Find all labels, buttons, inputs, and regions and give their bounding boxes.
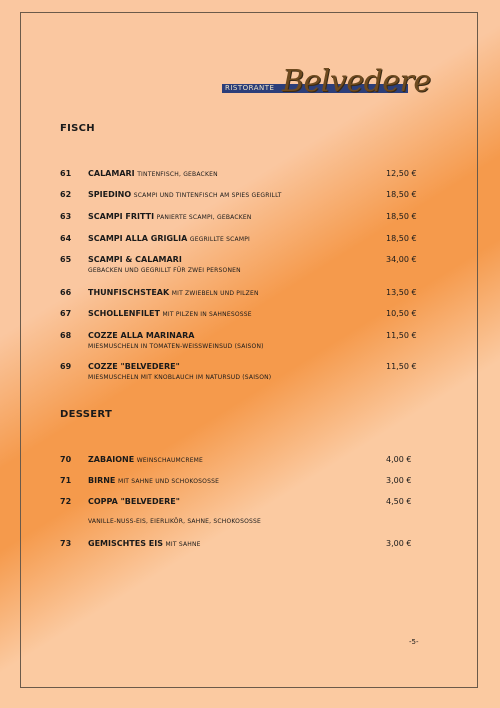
item-number: 71 bbox=[60, 476, 72, 485]
item-description: MIT SAHNE bbox=[165, 541, 201, 548]
item-subtitle: MIESMUSCHELN MIT KNOBLAUCH IM NATURSUD (SAISON) bbox=[88, 374, 272, 381]
item-name-line bbox=[88, 255, 182, 264]
item-name: SCHOLLENFILET bbox=[88, 309, 160, 318]
item-name: COPPA "BELVEDERE" bbox=[88, 497, 180, 506]
item-name: SCAMPI FRITTI bbox=[88, 212, 155, 221]
item-name-line bbox=[88, 455, 203, 464]
item-name: COZZE ALLA MARINARA bbox=[88, 331, 195, 340]
logo-big-text: Belvedere bbox=[282, 64, 431, 99]
item-number: 65 bbox=[60, 255, 72, 264]
item-description: SCAMPI UND TINTENFISCH AM SPIES GEGRILLT bbox=[133, 192, 282, 199]
item-subtitle: VANILLE-NUSS-EIS, EIERLIKÖR, SAHNE, SCHOKOSOSSE bbox=[88, 518, 262, 525]
item-price: 3,00 € bbox=[386, 476, 412, 485]
restaurant-logo bbox=[222, 63, 431, 105]
item-name: ZABAIONE bbox=[88, 455, 135, 464]
item-price: 4,00 € bbox=[386, 455, 412, 464]
item-price: 18,50 € bbox=[386, 234, 417, 243]
item-subtitle: MIESMUSCHELN IN TOMATEN-WEISSWEINSUD (SAISON) bbox=[88, 343, 264, 350]
section-title-dessert: DESSERT bbox=[60, 409, 113, 420]
item-price: 4,50 € bbox=[386, 497, 412, 506]
item-name-line bbox=[88, 190, 282, 199]
item-description: GEGRILLTE SCAMPI bbox=[189, 236, 250, 243]
item-number: 72 bbox=[60, 497, 72, 506]
item-number: 63 bbox=[60, 212, 72, 221]
item-number: 66 bbox=[60, 288, 72, 297]
item-name-line bbox=[88, 331, 194, 340]
item-name-line bbox=[88, 169, 218, 178]
item-name: SPIEDINO bbox=[88, 190, 132, 199]
section-title-fisch: FISCH bbox=[60, 123, 95, 134]
item-price: 3,00 € bbox=[386, 539, 412, 548]
item-number: 64 bbox=[60, 234, 72, 243]
item-name: CALAMARI bbox=[88, 169, 135, 178]
item-name-line bbox=[88, 539, 201, 548]
item-description: TINTENFISCH, GEBACKEN bbox=[137, 171, 218, 178]
item-number: 61 bbox=[60, 169, 72, 178]
item-price: 11,50 € bbox=[386, 331, 417, 340]
item-name-line bbox=[88, 212, 252, 221]
page-border bbox=[20, 12, 478, 688]
item-name: COZZE "BELVEDERE" bbox=[88, 362, 180, 371]
item-number: 69 bbox=[60, 362, 72, 371]
item-number: 70 bbox=[60, 455, 72, 464]
item-name-line bbox=[88, 309, 252, 318]
item-name: GEMISCHTES EIS bbox=[88, 539, 163, 548]
item-price: 18,50 € bbox=[386, 212, 417, 221]
item-name-line bbox=[88, 476, 219, 485]
item-name-line bbox=[88, 497, 180, 506]
item-number: 68 bbox=[60, 331, 72, 340]
item-price: 34,00 € bbox=[386, 255, 417, 264]
item-price: 18,50 € bbox=[386, 190, 417, 199]
item-name: SCAMPI ALLA GRIGLIA bbox=[88, 234, 188, 243]
item-description: MIT ZWIEBELN UND PILZEN bbox=[171, 290, 259, 297]
item-name: BIRNE bbox=[88, 476, 116, 485]
item-price: 13,50 € bbox=[386, 288, 417, 297]
logo-small-text: RISTORANTE bbox=[225, 84, 275, 92]
item-description: WEINSCHAUMCREME bbox=[136, 457, 204, 464]
item-name: SCAMPI & CALAMARI bbox=[88, 255, 182, 264]
item-description: MIT SAHNE UND SCHOKOSOSSE bbox=[117, 478, 220, 485]
item-subtitle: GEBACKEN UND GEGRILLT FÜR ZWEI PERSONEN bbox=[88, 267, 241, 274]
item-name-line bbox=[88, 234, 250, 243]
item-number: 67 bbox=[60, 309, 72, 318]
item-number: 62 bbox=[60, 190, 72, 199]
item-name-line bbox=[88, 362, 180, 371]
item-number: 73 bbox=[60, 539, 72, 548]
item-price: 10,50 € bbox=[386, 309, 417, 318]
item-description: PANIERTE SCAMPI, GEBACKEN bbox=[156, 214, 252, 221]
item-name-line bbox=[88, 288, 259, 297]
item-price: 12,50 € bbox=[386, 169, 417, 178]
item-price: 11,50 € bbox=[386, 362, 417, 371]
item-name: THUNFISCHSTEAK bbox=[88, 288, 170, 297]
page-number: -5- bbox=[409, 638, 419, 646]
item-description: MIT PILZEN IN SAHNESOSSE bbox=[162, 311, 252, 318]
